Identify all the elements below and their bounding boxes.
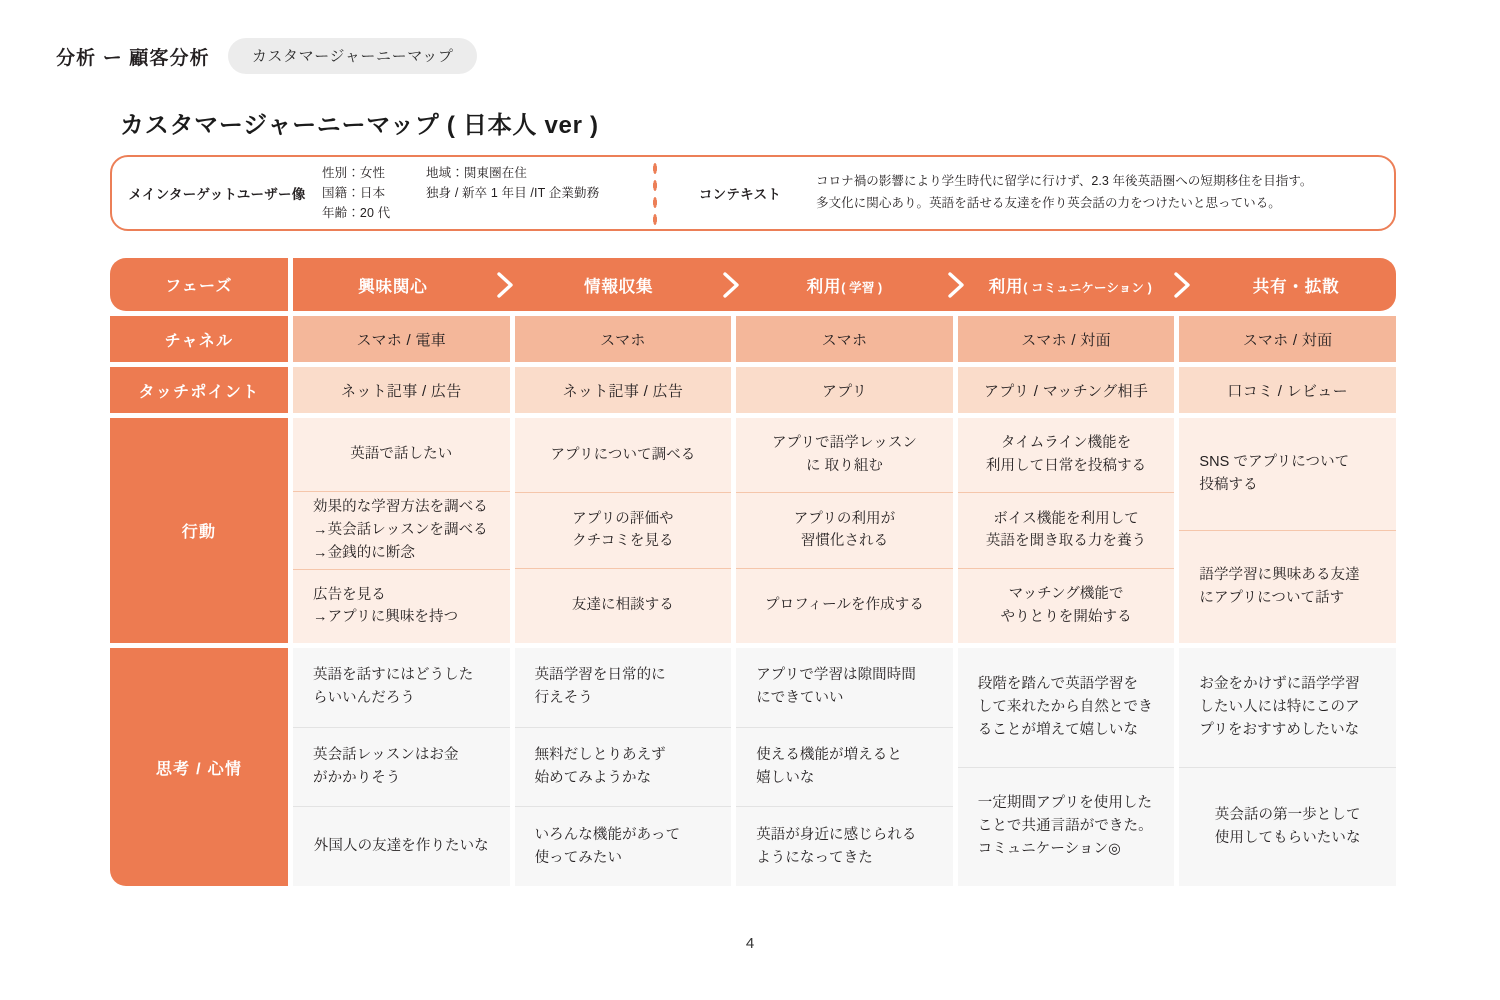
thought-item (736, 807, 953, 886)
persona-attr: 国籍：日本 (322, 185, 386, 200)
text-block (313, 744, 490, 790)
behavior-item (293, 418, 510, 492)
behavior-row (110, 418, 1396, 643)
text-line: ことで共通言語ができた。 (977, 818, 1153, 835)
text-line: ボイス機能を利用して (993, 510, 1139, 527)
thought-item (1179, 648, 1396, 768)
thought-item (293, 807, 510, 886)
touchpoint-col-5 (1179, 367, 1396, 413)
text-line: →アプリに興味を持つ (313, 609, 459, 626)
text-line: 効果的な学習方法を調べる (313, 499, 488, 516)
text-line: コミュニケーション◎ (977, 841, 1121, 858)
phase-cell-5 (1196, 273, 1396, 297)
breadcrumb-pill[interactable]: カスタマージャーニーマップ (228, 38, 478, 74)
touchpoint-cell: 口コミ / レビュー (1179, 367, 1396, 413)
text-line: 利用して日常を投稿する (985, 458, 1147, 475)
text-line: やりとりを開始する (1000, 608, 1132, 625)
thought-col-5 (1179, 648, 1396, 886)
persona-attr: 地域：関東圏在住 (426, 165, 528, 180)
text-line: 英語が身近に感じられる (756, 826, 917, 843)
touchpoint-col-3 (736, 367, 953, 413)
channel-cell: スマホ (736, 316, 953, 362)
text-line: 一定期間アプリを使用した (977, 795, 1153, 812)
touchpoint-cell: アプリ / マッチング相手 (958, 367, 1175, 413)
text-line: 行えそう (534, 690, 593, 707)
text-block (756, 432, 933, 478)
touchpoint-cells (293, 367, 1396, 413)
touchpoint-cell: ネット記事 / 広告 (293, 367, 510, 413)
text-line: プロフィールを作成する (765, 597, 924, 614)
behavior-item (515, 493, 732, 568)
text-line: 投稿する (1199, 477, 1258, 493)
text-block (535, 444, 712, 467)
text-line: 嬉しいな (756, 770, 815, 786)
thought-item (1179, 768, 1396, 887)
touchpoint-row (110, 367, 1396, 413)
text-line: アプリの評価や (572, 510, 674, 527)
phase-name: 利用 (988, 277, 1024, 296)
text-block (535, 824, 712, 870)
text-block (756, 664, 933, 710)
text-line: 使用してもらいたいな (1214, 829, 1361, 846)
text-block (313, 584, 490, 630)
channel-cell: スマホ / 対面 (1179, 316, 1396, 362)
behavior-item (1179, 531, 1396, 643)
thought-col-1 (293, 648, 510, 886)
vertical-dotted-divider (652, 160, 658, 226)
behavior-item (736, 418, 953, 493)
thought-item (515, 728, 732, 808)
persona-attr: 独身 / 新卒 1 年目 /IT 企業勤務 (426, 185, 600, 200)
thought-item (736, 648, 953, 728)
chevron-right-icon (493, 270, 519, 300)
row-label-phase: フェーズ (110, 258, 288, 311)
behavior-item (736, 569, 953, 643)
text-block (756, 508, 933, 554)
row-label-thought: 思考 / 心情 (110, 648, 288, 886)
thought-cells (293, 648, 1396, 886)
behavior-col-5 (1179, 418, 1396, 643)
behavior-col-4 (958, 418, 1175, 643)
text-line: 使える機能が増えると (756, 747, 902, 764)
text-line: したい人には特にこのア (1199, 698, 1360, 715)
thought-item (293, 648, 510, 728)
text-line: 使ってみたい (534, 849, 623, 866)
channel-col-2 (515, 316, 732, 362)
touchpoint-col-4 (958, 367, 1175, 413)
persona-attr: 年齢：20 代 (322, 206, 391, 221)
text-block (535, 744, 712, 790)
behavior-item (293, 570, 510, 643)
text-line: →金銭的に断念 (313, 544, 416, 561)
chevron-right-icon (1170, 270, 1196, 300)
text-line: SNS でアプリについて (1199, 454, 1350, 471)
text-line: 広告を見る (313, 586, 386, 603)
text-line: 英語を話すにはどうした (313, 667, 474, 684)
text-line: して来れたから自然とでき (977, 698, 1153, 715)
text-line: 友達に相談する (571, 597, 674, 614)
text-line: 英語で話したい (350, 446, 453, 463)
text-block (1199, 564, 1376, 610)
behavior-item (293, 492, 510, 570)
behavior-cells (293, 418, 1396, 643)
touchpoint-cell: アプリ (736, 367, 953, 413)
behavior-col-2 (515, 418, 732, 643)
breadcrumb-trail: 分析 ー 顧客分析 (56, 47, 210, 69)
text-block (535, 508, 712, 554)
text-line: にアプリについて話す (1199, 590, 1345, 606)
text-line: プリをおすすめしたいな (1199, 721, 1360, 738)
channel-cell: スマホ (515, 316, 732, 362)
behavior-col-1 (293, 418, 510, 643)
behavior-item (958, 493, 1175, 568)
text-line: ることが増えて嬉しいな (977, 721, 1139, 738)
phase-name: 利用 (806, 277, 842, 296)
text-line: →英会話レッスンを調べる (313, 522, 488, 539)
behavior-item (958, 569, 1175, 643)
text-line: タイムライン機能を (1000, 435, 1132, 452)
text-line: お金をかけずに語学学習 (1199, 675, 1360, 692)
row-label-touchpoint: タッチポイント (110, 367, 288, 413)
text-block (313, 664, 490, 710)
phase-bar (293, 258, 1396, 311)
text-line: 外国人の友達を作りたいな (313, 838, 489, 855)
text-block (535, 594, 712, 617)
text-block (313, 835, 490, 858)
text-line: 英語学習を日常的に (534, 667, 666, 684)
text-block (756, 824, 933, 870)
text-block (978, 792, 1155, 861)
text-block (1199, 673, 1376, 742)
thought-item (515, 648, 732, 728)
persona-label: メインターゲットユーザー像 (128, 187, 306, 202)
channel-col-1 (293, 316, 510, 362)
thought-row (110, 648, 1396, 886)
context-line: 多文化に関心あり。英語を話せる友達を作り英会話の力をつけたいと思っている。 (816, 196, 1281, 210)
text-line: 無料だしとりあえず (534, 747, 666, 764)
thought-item (736, 728, 953, 808)
breadcrumb (56, 38, 477, 74)
text-block (1199, 451, 1376, 497)
text-line: 始めてみようかな (534, 770, 652, 786)
behavior-item (736, 493, 953, 568)
text-block (756, 744, 933, 790)
channel-cell: スマホ / 対面 (958, 316, 1175, 362)
phase-name: 興味関心 (358, 277, 428, 296)
context-body (808, 171, 1312, 215)
text-line: 英会話の第一歩として (1214, 806, 1361, 823)
text-line: がかかりそう (313, 770, 401, 786)
touchpoint-col-2 (515, 367, 732, 413)
text-block (313, 443, 490, 466)
persona-attr-col-2 (426, 163, 636, 224)
text-block (535, 664, 712, 710)
channel-cells (293, 316, 1396, 362)
text-line: ようになってきた (756, 849, 873, 866)
channel-col-5 (1179, 316, 1396, 362)
channel-col-3 (736, 316, 953, 362)
thought-item (515, 807, 732, 886)
text-line: 習慣化される (800, 533, 889, 550)
context-label: コンテキスト (698, 187, 782, 202)
thought-col-3 (736, 648, 953, 886)
text-line: アプリの利用が (793, 510, 896, 527)
text-line: 語学学習に興味ある友達 (1199, 567, 1360, 584)
text-line: 段階を踏んで英語学習を (977, 675, 1139, 692)
thought-item (293, 728, 510, 808)
phase-suffix: ( 学習 ) (841, 280, 883, 295)
thought-col-4 (958, 648, 1175, 886)
text-block (978, 508, 1155, 554)
persona-box (110, 155, 1396, 231)
journey-map-grid (110, 258, 1396, 886)
text-block (978, 673, 1155, 742)
text-block (756, 594, 933, 617)
persona-attr-col-1 (322, 163, 426, 224)
row-label-channel: チャネル (110, 316, 288, 362)
phase-row (110, 258, 1396, 311)
behavior-item (515, 418, 732, 493)
thought-col-2 (515, 648, 732, 886)
phase-cell-1 (293, 273, 493, 297)
touchpoint-col-1 (293, 367, 510, 413)
behavior-item (958, 418, 1175, 493)
channel-col-4 (958, 316, 1175, 362)
persona-attr: 性別：女性 (322, 165, 386, 180)
text-line: マッチング機能で (1008, 585, 1124, 602)
text-block (978, 583, 1155, 629)
page-title: カスタマージャーニーマップ ( 日本人 ver ) (120, 112, 599, 139)
chevron-right-icon (719, 270, 745, 300)
text-line: アプリで語学レッスン (771, 435, 917, 452)
text-block (313, 496, 490, 565)
phase-name: 情報収集 (584, 277, 654, 296)
phase-suffix: ( コミュニケーション ) (1023, 280, 1152, 295)
text-line: 英会話レッスンはお金 (313, 747, 459, 764)
text-line: アプリについて調べる (550, 446, 696, 463)
phase-cell-3 (745, 273, 945, 297)
behavior-col-3 (736, 418, 953, 643)
behavior-item (515, 569, 732, 643)
channel-cell: スマホ / 電車 (293, 316, 510, 362)
touchpoint-cell: ネット記事 / 広告 (515, 367, 732, 413)
row-label-behavior: 行動 (110, 418, 288, 643)
text-block (1199, 804, 1376, 850)
context-line: コロナ禍の影響により学生時代に留学に行けず、2.3 年後英語圏への短期移住を目指す。 (816, 174, 1313, 189)
text-line: らいいんだろう (313, 690, 416, 707)
channel-row (110, 316, 1396, 362)
text-line: 英語を聞き取る力を養う (985, 533, 1147, 550)
persona-attributes (322, 163, 636, 224)
text-line: クチコミを見る (572, 533, 674, 550)
chevron-right-icon (944, 270, 970, 300)
phase-cell-2 (519, 273, 719, 297)
text-line: いろんな機能があって (534, 826, 681, 843)
text-line: アプリで学習は隙間時間 (756, 667, 916, 684)
text-block (978, 432, 1155, 478)
text-line: にできていい (756, 690, 844, 707)
behavior-item (1179, 418, 1396, 531)
text-line: に 取り組む (806, 458, 883, 475)
phase-name: 共有・拡散 (1252, 277, 1340, 296)
thought-item (958, 648, 1175, 768)
thought-item (958, 768, 1175, 887)
phase-cell-4 (970, 273, 1170, 297)
page-number: 4 (745, 935, 755, 952)
